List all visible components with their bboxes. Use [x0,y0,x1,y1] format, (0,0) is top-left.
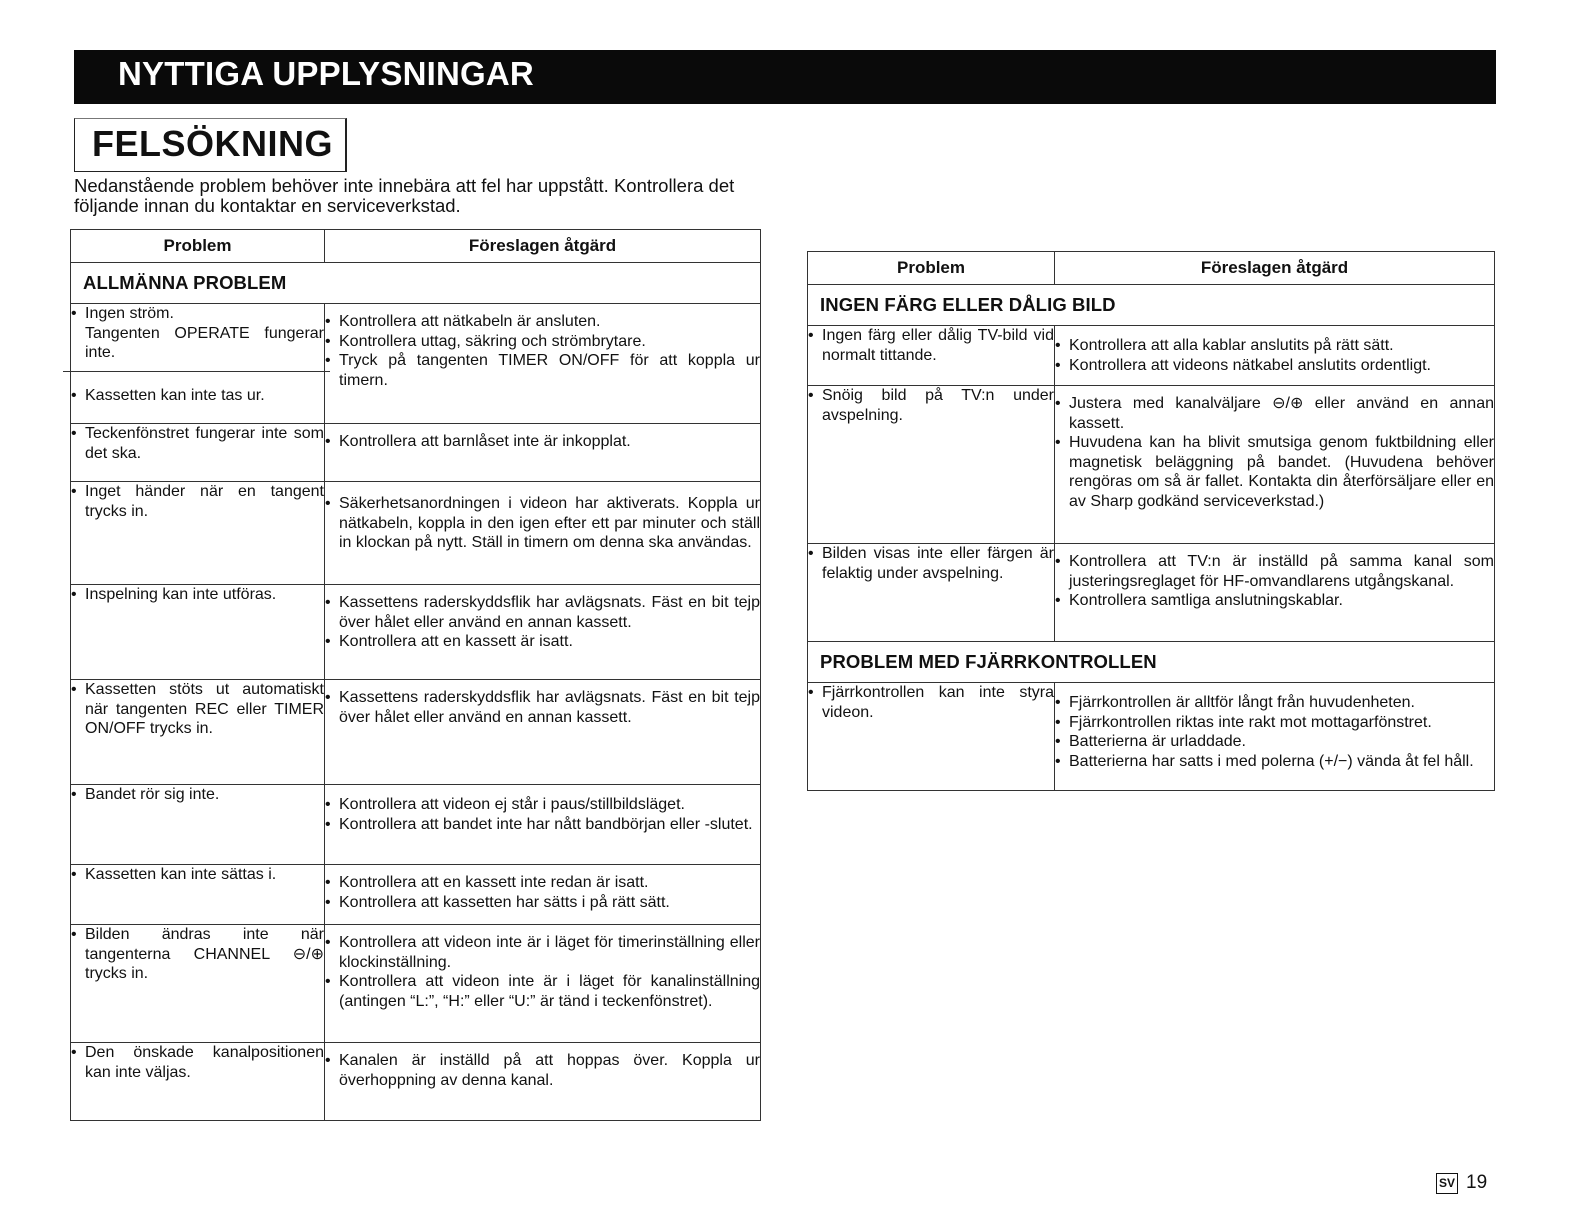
bullet-text: Kassetten stöts ut automatiskt när tangenten REC eller TIMER ON/OFF trycks in. [85,681,324,737]
bullet-icon: • [1055,553,1061,570]
bullet-item [325,632,760,652]
bullet-icon: • [325,874,331,891]
bullet-item [325,972,760,1011]
page-number: 19 [1466,1172,1488,1193]
bullet-item [325,312,760,332]
bullet-item [71,1043,324,1082]
table-row [71,785,761,865]
problem-cell [71,424,325,482]
bullet-text: Kontrollera att nätkabeln är ansluten. [339,313,601,330]
category-heading: PROBLEM MED FJÄRRKONTROLLEN [808,642,1495,683]
table-row [71,680,761,785]
category-heading: ALLMÄNNA PROBLEM [71,263,761,304]
bullet-icon: • [325,689,331,706]
solution-cell [325,424,761,482]
bullet-text: Snöig bild på TV:n under avspelning. [822,387,1054,424]
bullet-item [808,326,1054,365]
solution-cell [1055,386,1495,544]
bullet-text: Tryck på tangenten TIMER ON/OFF för att koppla ur timern. [339,352,760,389]
bullet-icon: • [325,633,331,650]
bullet-item [71,865,324,885]
bullet-text: Teckenfönstret fungerar inte som det ska. [85,425,324,462]
bullet-item [808,386,1054,425]
problem-cell [71,1043,325,1121]
table-row [71,1043,761,1121]
bullet-icon: • [1055,434,1061,451]
sub-problem [63,371,330,406]
table-row [71,865,761,925]
bullet-icon: • [71,305,77,322]
table-row [71,304,761,424]
bullet-icon: • [325,893,331,911]
solution-cell [325,1043,761,1121]
bullet-icon: • [808,684,814,701]
bullet-text: Kanalen är inställd på att hoppas över. Koppla ur överhoppning av denna kanal. [339,1052,760,1089]
bullet-text: Kontrollera att videon ej står i paus/stillbildsläget. [339,796,685,813]
bullet-text: Kassettens raderskyddsflik har avlägsnats. Fäst en bit tejp över hålet eller använd en annan kassett. [339,594,760,631]
bullet-text: Säkerhetsanordningen i videon har aktiverats. Koppla ur nätkabeln, koppla in den igen efter ett par minuter och ställ in klockan på nytt. Ställ in timern om denna ska användas. [339,495,760,551]
solution-cell [325,585,761,680]
bullet-item [71,925,324,984]
bullet-item [71,386,324,406]
bullet-icon: • [325,352,331,369]
header-title: NYTTIGA UPPLYSNINGAR [118,55,534,92]
bullet-text: Batterierna är urladdade. [1069,733,1246,750]
bullet-icon: • [808,387,814,404]
bullet-item [808,683,1054,722]
bullet-text: Inspelning kan inte utföras. [85,586,277,603]
bullet-text: Kontrollera att videons nätkabel anslutits ordentligt. [1069,356,1431,374]
bullet-text: Kontrollera att alla kablar anslutits på rätt sätt. [1069,337,1394,354]
bullet-item [325,893,760,913]
bullet-item [71,785,324,805]
solution-cell [325,680,761,785]
table-row [808,386,1495,544]
problem-cell [808,326,1055,386]
table-row [808,544,1495,642]
bullet-icon: • [1055,395,1061,412]
table-row [808,683,1495,791]
problem-cell [71,865,325,925]
bullet-item [325,593,760,632]
right-troubleshooting-table [807,251,1495,791]
language-badge: SV [1436,1173,1458,1194]
column-header-problem: Problem [808,252,1055,285]
bullet-text: Kassetten kan inte sättas i. [85,866,277,883]
bullet-text: Kontrollera att bandet inte har nått bandbörjan eller -slutet. [339,815,753,833]
problem-cell [808,386,1055,544]
column-header-solution: Föreslagen åtgärd [1055,252,1495,285]
bullet-item [71,585,324,605]
bullet-icon: • [808,327,814,344]
solution-cell [1055,683,1495,791]
bullet-text: Kontrollera samtliga anslutningskablar. [1069,592,1343,609]
section-title: FELSÖKNING [92,123,334,164]
bullet-text: Fjärrkontrollen är alltför långt från huvudenheten. [1069,694,1415,711]
bullet-item [1055,752,1494,772]
bullet-text: Justera med kanalväljare ⊖/⊕ eller använd en annan kassett. [1069,395,1494,432]
intro-text: Nedanstående problem behöver inte innebära att fel har uppstått. Kontrollera det följande innan du kontaktar en serviceverkstad. [74,175,735,216]
table-row [71,482,761,585]
bullet-text: Ingen ström. Tangenten OPERATE fungerar inte. [85,305,324,361]
bullet-item [1055,591,1494,611]
bullet-text: Kontrollera att kassetten har sätts i på rätt sätt. [339,893,670,911]
bullet-icon: • [1055,694,1061,711]
bullet-text: Huvudena kan ha blivit smutsiga genom fuktbildning eller magnetisk beläggning på bandet. (Huvudena behöver rengöras om så är fallet. Kontakta din återförsäljare eller en av Sharp godkänd serviceverkstad.) [1069,434,1494,510]
bullet-text: Kontrollera att TV:n är inställd på samma kanal som justeringsreglaget för HF-omvandlarens utgångskanal. [1069,553,1494,590]
section-title-box [74,118,347,172]
problem-cell [808,683,1055,791]
bullet-text: Kontrollera uttag, säkring och strömbrytare. [339,332,646,350]
bullet-text: Inget händer när en tangent trycks in. [85,483,324,520]
problem-cell [71,304,325,424]
page-footer [1436,1172,1487,1194]
bullet-item [325,933,760,972]
bullet-item [1055,433,1494,511]
bullet-item [1055,336,1494,356]
header-banner [74,50,1496,104]
bullet-icon: • [1055,356,1061,374]
problem-cell [71,785,325,865]
bullet-text: Kontrollera att en kassett är isatt. [339,633,573,650]
bullet-item [325,351,760,390]
bullet-text: Kontrollera att videon inte är i läget för kanalinställning (antingen “L:”, “H:” eller “U:” är tänd i teckenfönstret). [339,973,760,1010]
solution-cell [325,925,761,1043]
bullet-item [808,544,1054,583]
table-row [808,326,1495,386]
bullet-item [325,815,760,835]
bullet-icon: • [325,934,331,951]
table-row [71,424,761,482]
bullet-item [1055,713,1494,733]
table-row [71,925,761,1043]
bullet-item [1055,394,1494,433]
bullet-icon: • [325,796,331,813]
bullet-icon: • [325,495,331,512]
bullet-item [71,304,324,371]
column-header-problem: Problem [71,230,325,263]
bullet-icon: • [71,866,77,883]
bullet-icon: • [808,545,814,562]
problem-cell [808,544,1055,642]
solution-cell [1055,544,1495,642]
bullet-icon: • [1055,733,1061,750]
bullet-icon: • [1055,752,1061,770]
bullet-icon: • [1055,337,1061,354]
bullet-text: Bandet rör sig inte. [85,786,220,803]
problem-cell [71,680,325,785]
bullet-text: Bilden ändras inte när tangenterna CHANNEL ⊖/⊕ trycks in. [85,926,324,982]
bullet-item [325,494,760,553]
bullet-icon: • [325,332,331,350]
bullet-text: Fjärrkontrollen riktas inte rakt mot mottagarfönstret. [1069,713,1432,731]
bullet-icon: • [71,681,77,698]
bullet-text: Ingen färg eller dålig TV-bild vid normalt tittande. [822,327,1054,364]
bullet-icon: • [1055,713,1061,731]
solution-cell [325,304,761,424]
bullet-item [325,332,760,352]
bullet-icon: • [325,594,331,611]
bullet-text: Fjärrkontrollen kan inte styra videon. [822,684,1054,721]
bullet-icon: • [325,815,331,833]
bullet-text: Kontrollera att en kassett inte redan är isatt. [339,874,649,891]
category-heading: INGEN FÄRG ELLER DÅLIG BILD [808,285,1495,326]
bullet-item [1055,732,1494,752]
problem-cell [71,482,325,585]
bullet-item [325,432,760,452]
bullet-text: Kassetten kan inte tas ur. [85,386,265,404]
bullet-item [71,482,324,521]
bullet-icon: • [71,1044,77,1061]
bullet-text: Kontrollera att videon inte är i läget för timerinställning eller klockinställning. [339,934,760,971]
bullet-icon: • [325,433,331,450]
problem-cell [71,585,325,680]
bullet-item [325,795,760,815]
bullet-item [325,688,760,727]
bullet-icon: • [325,313,331,330]
solution-cell [325,482,761,585]
bullet-text: Bilden visas inte eller färgen är felaktig under avspelning. [822,545,1054,582]
bullet-icon: • [1055,592,1061,609]
bullet-item [325,1051,760,1090]
bullet-item [71,424,324,463]
left-troubleshooting-table [70,229,761,1121]
solution-cell [325,865,761,925]
bullet-text: Kassettens raderskyddsflik har avlägsnats. Fäst en bit tejp över hålet eller använd en annan kassett. [339,689,760,726]
problem-cell [71,925,325,1043]
bullet-icon: • [71,425,77,442]
bullet-icon: • [71,926,77,943]
solution-cell [325,785,761,865]
bullet-icon: • [325,1052,331,1069]
bullet-icon: • [71,586,77,603]
bullet-text: Den önskade kanalpositionen kan inte väljas. [85,1044,324,1081]
bullet-item [1055,356,1494,376]
bullet-item [71,680,324,739]
bullet-text: Batterierna har satts i med polerna (+/−) vända åt fel håll. [1069,752,1474,770]
bullet-item [1055,552,1494,591]
bullet-icon: • [71,786,77,803]
column-header-solution: Föreslagen åtgärd [325,230,761,263]
bullet-icon: • [325,973,331,990]
bullet-icon: • [71,483,77,500]
solution-cell [1055,326,1495,386]
bullet-text: Kontrollera att barnlåset inte är inkopplat. [339,433,631,450]
table-row [71,585,761,680]
bullet-item [1055,693,1494,713]
bullet-icon: • [71,386,77,404]
bullet-item [325,873,760,893]
